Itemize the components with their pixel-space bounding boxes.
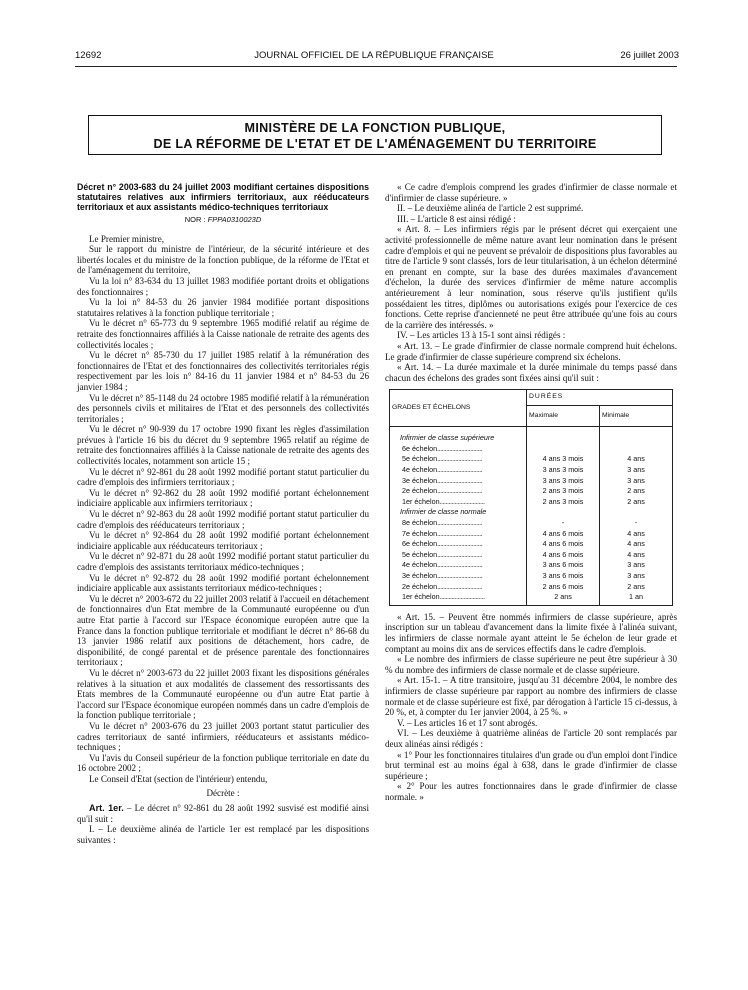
preamble-paragraph: Vu le décret n° 85-730 du 17 juillet 1985 relatif à la rémunération des fonctionnaires de l'Etat et des fonctionnaires des collectivités territoriales régis respectivement par les lois n° 84-16 du 11 janvier 1984 et n° 84-53 du 26 janvier 1984 ;	[77, 350, 369, 392]
echelon-cell	[390, 497, 527, 508]
article-paragraph: « Ce cadre d'emplois comprend les grades d'infirmier de classe normale et d'infirmier de classe supérieure. »	[385, 182, 677, 203]
grade-group-name: Infirmier de classe supérieure	[390, 427, 527, 444]
max-duration-cell: 2 ans 6 mois	[527, 582, 600, 593]
max-duration-cell: 4 ans 6 mois	[527, 550, 600, 561]
leader-dots: ..............................	[437, 539, 483, 549]
ministry-box	[88, 115, 662, 155]
preamble-paragraph: Vu le décret n° 92-864 du 28 août 1992 modifié portant échelonnement indiciaire applicable aux rééducateurs territoriaux ;	[77, 530, 369, 551]
min-duration-cell: 2 ans	[600, 497, 673, 508]
empty-cell	[527, 427, 600, 444]
echelon-cell	[390, 592, 527, 605]
table-row	[390, 582, 673, 593]
echelon-duration-table	[389, 389, 673, 606]
nor-code: FPPA0310023D	[207, 215, 262, 224]
echelon-label: 4e échelon	[402, 560, 438, 570]
preamble-paragraph: Vu le décret n° 92-871 du 28 août 1992 modifié portant statut particulier du cadre d'emplois des assistants territoriaux médico-techniques ;	[77, 551, 369, 572]
table-row	[390, 539, 673, 550]
preamble-paragraph: Vu le décret n° 2003-673 du 22 juillet 2003 fixant les dispositions générales relatives à la situation et aux modalités de classement des ressortissants des Etats membres de la Communauté européenne ou d'un autre Etat partie à l'accord sur l'Espace économique européen nommés dans un cadre d'emplois de la fonction publique territoriale ;	[77, 667, 369, 721]
min-duration-cell: 2 ans	[600, 486, 673, 497]
table-header-grades: GRADES ET ÉCHELONS	[390, 390, 527, 427]
article-1	[77, 803, 369, 824]
leader-dots: ..............................	[437, 549, 483, 559]
decree-title: Décret n° 2003-683 du 24 juillet 2003 modifiant certaines dispositions statutaires relatives aux infirmiers territoriaux, aux rééducateurs territoriaux et aux assistants médico-techniques territoriaux	[77, 182, 369, 212]
preamble-paragraph: Vu le décret n° 90-939 du 17 octobre 1990 fixant les règles d'assimilation prévues à l'article 16 bis du décret du 9 septembre 1965 relatif au régime de retraite des fonctionnaires affiliés à la Caisse nationale de retraite des agents des collectivités locales, notamment son article 15 ;	[77, 424, 369, 467]
preamble-paragraph: Vu l'avis du Conseil supérieur de la fonction publique territoriale en date du 16 octobre 2002 ;	[77, 752, 369, 774]
min-duration-cell: 4 ans	[600, 529, 673, 540]
preamble-paragraph: Vu le décret n° 92-861 du 28 août 1992 modifié portant statut particulier du cadre d'emplois des infirmiers territoriaux ;	[77, 466, 369, 488]
right-bottom-text	[385, 612, 677, 803]
page-header	[0, 50, 748, 64]
table-body	[390, 427, 673, 606]
article-paragraph: V. – Les articles 16 et 17 sont abrogés.	[397, 717, 538, 728]
table-row	[390, 592, 673, 605]
page-number: 12692	[75, 50, 102, 61]
article-paragraph: « 1° Pour les fonctionnaires titulaires d'un grade ou d'un emploi dont l'indice brut terminal est au moins égal à 638, dans le grade d'infirmier de classe supérieure ;	[385, 749, 677, 781]
article-paragraph: « Art. 15-1. – A titre transitoire, jusqu'au 31 décembre 2004, le nombre des infirmiers de classe supérieure par rapport au nombre des infirmiers de classe normale et de classe supérieure est fixé, par dérogation à l'article 15 ci-dessus, à 20 %, et, à compter du 1er janvier 2004, à 25 %. »	[385, 675, 677, 718]
table-group-row	[390, 427, 673, 444]
echelon-label: 2e échelon	[402, 581, 438, 591]
leader-dots: ..............................	[437, 443, 483, 453]
echelon-cell	[390, 550, 527, 561]
table-row	[390, 571, 673, 582]
article-paragraph: « 2° Pour les autres fonctionnaires dans le grade d'infirmier de classe normale. »	[385, 781, 677, 802]
max-duration-cell: 2 ans	[527, 592, 600, 605]
echelon-label: 6e échelon	[402, 539, 438, 549]
leader-dots: ..............................	[437, 454, 483, 464]
article-paragraph: II. – Le deuxième alinéa de l'article 2 est supprimé.	[397, 203, 584, 214]
max-duration-cell: 3 ans 6 mois	[527, 560, 600, 571]
max-duration-cell: 3 ans 3 mois	[527, 476, 600, 487]
echelon-cell	[390, 582, 527, 593]
echelon-label: 6e échelon	[402, 443, 438, 453]
publication-date: 26 juillet 2003	[620, 50, 679, 61]
table-row	[390, 454, 673, 465]
echelon-cell	[390, 571, 527, 582]
max-duration-cell: 3 ans 3 mois	[527, 465, 600, 476]
echelon-label: 3e échelon	[402, 475, 438, 485]
max-duration-cell: 4 ans 6 mois	[527, 529, 600, 540]
leader-dots: ..............................	[437, 518, 483, 528]
min-duration-cell	[600, 444, 673, 455]
leader-dots: ..............................	[437, 465, 483, 475]
min-duration-cell: 1 an	[600, 592, 673, 605]
article-paragraph: VI. – Les deuxième à quatrième alinéas de l'article 20 sont remplacés par deux alinéas ainsi rédigés :	[385, 728, 677, 749]
table-row	[390, 518, 673, 529]
echelon-cell	[390, 486, 527, 497]
grade-group-name: Infirmier de classe normale	[390, 507, 527, 518]
max-duration-cell: 4 ans 3 mois	[527, 454, 600, 465]
table-header-max: Maximale	[527, 405, 600, 427]
ministry-line-2: DE LA RÉFORME DE L'ETAT ET DE L'AMÉNAGEMENT DU TERRITOIRE	[153, 137, 597, 151]
right-top-text	[385, 182, 677, 383]
empty-cell	[600, 507, 673, 518]
echelon-label: 4e échelon	[402, 465, 438, 475]
leader-dots: ..............................	[437, 475, 483, 485]
echelon-cell	[390, 560, 527, 571]
preamble-paragraph: Vu le décret n° 2003-672 du 22 juillet 2003 relatif à l'accueil en détachement de fonctionnaires d'un Etat membre de la Communauté européenne ou d'un autre Etat partie à l'accord sur l'Espace économique européen autre que la France dans la fonction publique territoriale et modifiant le décret n° 86-68 du 13 janvier 1986 relatif aux positions de détachement, hors cadre, de disponibilité, de congé parental et de présence parentale des fonctionnaires territoriaux ;	[77, 593, 369, 668]
echelon-label: 7e échelon	[402, 528, 438, 538]
table-header-durees: DURÉES	[527, 390, 673, 405]
table-row	[390, 560, 673, 571]
echelon-cell	[390, 529, 527, 540]
preamble	[77, 234, 369, 785]
min-duration-cell: 3 ans	[600, 465, 673, 476]
echelon-label: 1er échelon	[402, 496, 440, 506]
header-divider	[75, 66, 677, 67]
ministry-line-1: MINISTÈRE DE LA FONCTION PUBLIQUE,	[244, 121, 506, 135]
min-duration-cell: 4 ans	[600, 454, 673, 465]
echelon-cell	[390, 518, 527, 529]
empty-cell	[600, 427, 673, 444]
echelon-cell	[390, 454, 527, 465]
preamble-paragraph: Vu le décret n° 85-1148 du 24 octobre 1985 modifié relatif à la rémunération des personnels civils et militaires de l'Etat et des personnels des collectivités territoriales ;	[77, 392, 369, 424]
preamble-paragraph: Sur le rapport du ministre de l'intérieur, de la sécurité intérieure et des libertés locales et du ministre de la fonction publique, de la réforme de l'Etat et de l'aménagement du territoire,	[77, 244, 369, 276]
article-paragraph: « Art. 14. – La durée maximale et la durée minimale du temps passé dans chacun des échelons des grades sont fixées ainsi qu'il suit :	[385, 362, 677, 383]
table-row	[390, 476, 673, 487]
leader-dots: ..............................	[439, 592, 485, 602]
table-row	[390, 444, 673, 455]
table-header-min: Minimale	[600, 405, 673, 427]
article-paragraph: III. – L'article 8 est ainsi rédigé :	[397, 213, 516, 224]
article-paragraph: « Art. 8. – Les infirmiers régis par le présent décret qui exerçaient une activité professionnelle de même nature avant leur nomination dans le présent cadre d'emplois et qui ne peuvent se prévaloir de dispositions plus favorables au titre de l'article 9 sont classés, lors de leur titularisation, à un échelon déterminé en prenant en compte, sur la base des durées maximales d'avancement d'échelon, la durée des services d'infirmier de même nature accomplis antérieurement à leur nomination, sous réserve qu'ils justifient qu'ils possédaient les titres, diplômes ou autorisations exigés pour l'exercice de ces fonctions. Cette reprise d'ancienneté ne peut être attribuée qu'une fois au cours de la carrière des intéressés. »	[385, 224, 677, 330]
preamble-paragraph: Vu le décret n° 92-863 du 28 août 1992 modifié portant statut particulier du cadre d'emplois des rééducateurs territoriaux ;	[77, 509, 369, 530]
leader-dots: ..............................	[437, 571, 483, 580]
min-duration-cell: 2 ans	[600, 582, 673, 593]
leader-dots: ..............................	[437, 581, 483, 591]
max-duration-cell: 2 ans 3 mois	[527, 486, 600, 497]
max-duration-cell: -	[527, 518, 600, 529]
min-duration-cell: 3 ans	[600, 571, 673, 582]
nor-reference	[77, 215, 369, 226]
echelon-label: 1er échelon	[402, 592, 440, 602]
leader-dots: ..............................	[437, 486, 483, 496]
table-row	[390, 465, 673, 476]
preamble-paragraph: Vu le décret n° 2003-676 du 23 juillet 2003 portant statut particulier des cadres territoriaux de santé infirmiers, rééducateurs et assistants médico-techniques ;	[77, 720, 369, 753]
article-paragraph: « Art. 15. – Peuvent être nommés infirmiers de classe supérieure, après inscription sur un tableau d'avancement dans la limite fixée à l'alinéa suivant, les infirmiers de classe normale ayant atteint le 5e échelon de leur grade et comptant au moins dix ans de services effectifs dans le cadre d'emplois.	[385, 611, 677, 654]
preamble-paragraph: Vu le décret n° 92-872 du 28 août 1992 modifié portant échelonnement indiciaire applicable aux assistants territoriaux médico-techniques ;	[77, 572, 369, 594]
echelon-label: 5e échelon	[402, 549, 438, 559]
min-duration-cell: -	[600, 518, 673, 529]
journal-title: JOURNAL OFFICIEL DE LA RÉPUBLIQUE FRANÇAISE	[254, 50, 494, 61]
echelon-label: 8e échelon	[402, 518, 438, 528]
decrete-heading: Décrète :	[206, 788, 240, 799]
table-row	[390, 529, 673, 540]
right-column	[385, 182, 677, 802]
table-row	[390, 550, 673, 561]
preamble-paragraph: Le Premier ministre,	[89, 233, 165, 244]
min-duration-cell: 3 ans	[600, 476, 673, 487]
article-paragraph: IV. – Les articles 13 à 15-1 sont ainsi rédigés :	[397, 330, 566, 341]
table-row	[390, 486, 673, 497]
article-paragraph: « Art. 13. – Le grade d'infirmier de classe normale comprend huit échelons. Le grade d'infirmier de classe supérieure comprend six échelons.	[385, 340, 677, 362]
min-duration-cell: 4 ans	[600, 539, 673, 550]
article-1-text: – Le décret n° 92-861 du 28 août 1992 susvisé est modifié ainsi qu'il suit :	[77, 803, 370, 824]
preamble-paragraph: Le Conseil d'Etat (section de l'intérieur) entendu,	[89, 773, 268, 784]
left-column	[77, 182, 369, 845]
echelon-cell	[390, 444, 527, 455]
table-group-row	[390, 507, 673, 518]
article-1-item-I: I. – Le deuxième alinéa de l'article 1er est remplacé par les dispositions suivantes :	[77, 824, 369, 845]
echelon-label: 5e échelon	[402, 454, 438, 464]
leader-dots: ..............................	[437, 528, 483, 538]
preamble-paragraph: Vu le décret n° 65-773 du 9 septembre 1965 modifié relatif au régime de retraite des fonctionnaires affiliés à la Caisse nationale de retraite des agents des collectivités locales ;	[77, 318, 369, 350]
max-duration-cell: 4 ans 6 mois	[527, 539, 600, 550]
echelon-cell	[390, 539, 527, 550]
min-duration-cell: 3 ans	[600, 560, 673, 571]
max-duration-cell	[527, 444, 600, 455]
article-1-label: Art. 1er.	[89, 803, 124, 814]
leader-dots: ..............................	[437, 560, 483, 570]
echelon-cell	[390, 476, 527, 487]
empty-cell	[527, 507, 600, 518]
preamble-paragraph: Vu la loi n° 84-53 du 26 janvier 1984 modifiée portant dispositions statutaires relatives à la fonction publique territoriale ;	[77, 297, 369, 318]
article-paragraph: « Le nombre des infirmiers de classe supérieure ne peut être supérieur à 30 % du nombre des infirmiers de classe normale et de classe supérieure.	[385, 654, 677, 675]
leader-dots: ..............................	[439, 496, 485, 506]
echelon-label: 3e échelon	[402, 571, 438, 580]
echelon-label: 2e échelon	[402, 486, 438, 496]
table-row	[390, 497, 673, 508]
preamble-paragraph: Vu la loi n° 83-634 du 13 juillet 1983 modifiée portant droits et obligations des fonctionnaires ;	[77, 275, 369, 297]
echelon-cell	[390, 465, 527, 476]
preamble-paragraph: Vu le décret n° 92-862 du 28 août 1992 modifié portant échelonnement indiciaire applicable aux infirmiers territoriaux ;	[77, 487, 369, 509]
max-duration-cell: 3 ans 6 mois	[527, 571, 600, 582]
min-duration-cell: 4 ans	[600, 550, 673, 561]
nor-label: NOR :	[184, 215, 208, 224]
max-duration-cell: 2 ans 3 mois	[527, 497, 600, 508]
